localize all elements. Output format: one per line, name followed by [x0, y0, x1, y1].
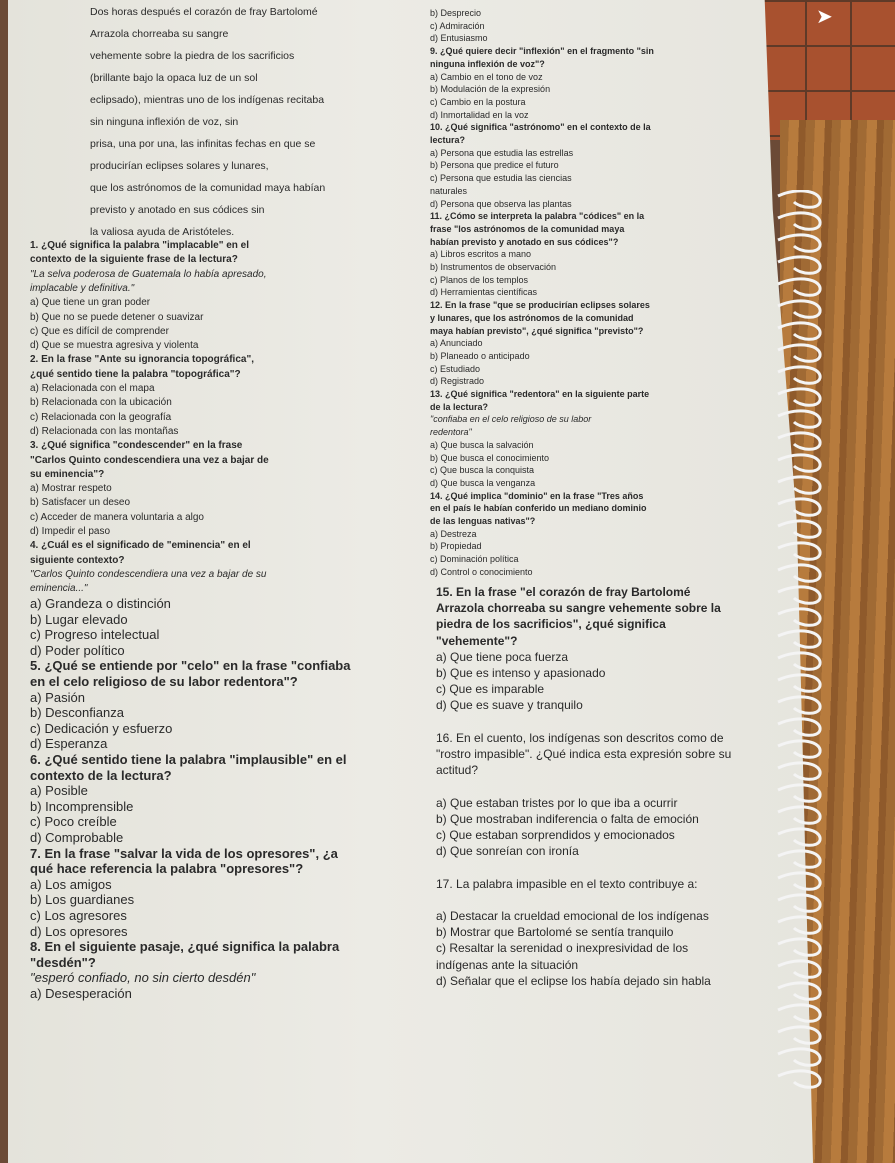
spiral-ring: [778, 301, 820, 317]
story-line: Arrazola chorreaba su sangre: [90, 28, 229, 40]
spiral-ring: [778, 213, 820, 229]
question-line: b) Incomprensible: [30, 798, 134, 814]
spiral-ring: [778, 235, 820, 251]
question-line: c) Planos de los templos: [430, 274, 529, 285]
spiral-ring: [778, 653, 820, 669]
question-line: "vehemente"?: [436, 633, 518, 648]
question-line: c) Que es difícil de comprender: [30, 325, 169, 337]
spiral-ring: [778, 499, 820, 515]
question-line: c) Estudiado: [430, 363, 481, 374]
question-line: c) Que es imparable: [436, 682, 545, 697]
story-line: (brillante bajo la opaca luz de un sol: [90, 72, 258, 84]
question-line: su eminencia"?: [30, 468, 105, 480]
question-line: d) Comprobable: [30, 830, 124, 845]
question-line: d) Persona que observa las plantas: [430, 198, 572, 209]
question-line: d) Entusiasmo: [430, 33, 488, 44]
spiral-ring: [778, 521, 820, 537]
question-line: habían previsto y anotado en sus códices"?: [430, 236, 619, 247]
story-line: vehemente sobre la piedra de los sacrificios: [90, 50, 295, 62]
question-line: de las lenguas nativas"?: [430, 516, 536, 526]
question-line: d) Registrado: [430, 376, 485, 387]
question-line: c) Resaltar la serenidad o inexpresividad de los: [436, 941, 689, 956]
question-line: a) Grandeza o distinción: [30, 596, 171, 611]
question-line: "desdén"?: [30, 954, 96, 970]
question-line: d) Que es suave y tranquilo: [436, 698, 583, 713]
question-line: d) Relacionada con las montañas: [30, 425, 179, 437]
question-line: d) Que se muestra agresiva y violenta: [30, 340, 199, 352]
question-line: c) Progreso intelectual: [30, 627, 160, 643]
spiral-ring: [778, 433, 820, 449]
question-line: a) Relacionada con el mapa: [30, 383, 155, 394]
question-line: c) Persona que estudia las ciencias: [430, 173, 572, 184]
question-line: a) Destreza: [430, 528, 477, 539]
spiral-ring: [778, 565, 820, 581]
question-line: 1. ¿Qué significa la palabra "implacable" en el: [30, 240, 250, 251]
question-line: c) Los agresores: [30, 908, 127, 923]
spiral-ring: [778, 1005, 820, 1021]
question-line: b) Planeado o anticipado: [430, 350, 530, 361]
question-line: "Carlos Quinto condescendiera una vez a bajar de su: [30, 568, 267, 580]
question-line: 4. ¿Cuál es el significado de "eminencia" en el: [30, 540, 251, 552]
spiral-binding: [770, 190, 830, 1090]
spiral-ring: [778, 455, 820, 471]
spiral-ring: [778, 829, 820, 845]
question-line: c) Que busca la conquista: [430, 465, 535, 476]
spiral-ring: [778, 939, 820, 955]
question-line: contexto de la lectura?: [30, 767, 172, 783]
question-line: qué hace referencia la palabra "opresores"?: [30, 861, 304, 877]
question-line: eminencia...": [30, 583, 88, 595]
question-line: de la lectura?: [430, 401, 489, 412]
story-line: prisa, una por una, las infinitas fechas en que se: [90, 138, 316, 150]
question-line: a) Desesperación: [30, 986, 132, 1001]
spiral-ring: [778, 917, 820, 933]
question-line: ¿qué sentido tiene la palabra "topográfica"?: [30, 368, 241, 380]
question-line: 17. La palabra impasible en el texto contribuye a:: [436, 876, 698, 891]
question-line: 5. ¿Qué se entiende por "celo" en la frase "confiaba: [30, 658, 351, 674]
question-line: d) Esperanza: [30, 736, 108, 752]
question-line: y lunares, que los astrónomos de la comunidad: [430, 312, 634, 323]
question-line: a) Los amigos: [30, 876, 112, 892]
spiral-ring: [778, 279, 820, 295]
question-line: d) Que sonreían con ironía: [436, 844, 579, 859]
question-line: b) Modulación de la expresión: [430, 84, 551, 95]
question-line: indígenas ante la situación: [436, 957, 579, 972]
question-line: b) Desconfianza: [30, 705, 124, 721]
spiral-ring: [778, 631, 820, 647]
question-line: d) Que busca la venganza: [430, 477, 536, 488]
question-line: 2. En la frase "Ante su ignorancia topográfica",: [30, 354, 254, 366]
question-line: c) Que estaban sorprendidos y emocionados: [436, 828, 675, 842]
spiral-ring: [778, 983, 820, 999]
question-line: b) Mostrar que Bartolomé se sentía tranquilo: [436, 925, 674, 940]
story-line: sin ninguna inflexión de voz, sin: [90, 116, 239, 128]
spiral-ring: [778, 1027, 820, 1043]
question-line: 13. ¿Qué significa "redentora" en la siguiente parte: [430, 389, 650, 399]
question-line: 6. ¿Qué sentido tiene la palabra "implausible" en el: [30, 752, 347, 767]
spiral-ring: [778, 895, 820, 911]
question-line: a) Que tiene poca fuerza: [436, 649, 569, 664]
question-line: b) Que no se puede detener o suavizar: [30, 311, 204, 323]
spiral-ring: [778, 763, 820, 779]
spiral-ring: [778, 785, 820, 801]
spiral-ring: [778, 851, 820, 867]
question-line: "esperó confiado, no sin cierto desdén": [30, 970, 256, 986]
story-line: previsto y anotado en sus códices sin: [90, 204, 265, 216]
spiral-ring: [778, 1049, 820, 1065]
question-line: b) Los guardianes: [30, 892, 135, 908]
question-line: a) Que estaban tristes por lo que iba a ocurrir: [436, 795, 678, 810]
spiral-ring: [778, 257, 820, 273]
story-line: producirían eclipses solares y lunares,: [90, 160, 269, 172]
question-line: b) Instrumentos de observación: [430, 262, 557, 272]
question-line: 16. En el cuento, los indígenas son descritos como de: [436, 730, 724, 745]
question-line: c) Admiración: [430, 20, 485, 31]
question-line: b) Que es intenso y apasionado: [436, 666, 606, 680]
spiral-ring: [778, 191, 820, 207]
question-line: b) Desprecio: [430, 8, 482, 18]
question-line: ninguna inflexión de voz"?: [430, 58, 545, 69]
spiral-ring: [778, 807, 820, 823]
spiral-ring: [778, 389, 820, 405]
question-line: d) Los opresores: [30, 923, 128, 939]
question-line: redentora": [430, 427, 472, 438]
question-line: b) Relacionada con la ubicación: [30, 397, 172, 409]
spiral-ring: [778, 675, 820, 691]
question-line: a) Anunciado: [430, 338, 483, 349]
question-line: d) Impedir el paso: [30, 526, 111, 537]
spiral-ring: [778, 345, 820, 361]
question-line: b) Propiedad: [430, 541, 482, 552]
spiral-ring: [778, 697, 820, 713]
question-line: Arrazola chorreaba su sangre vehemente sobre la: [436, 601, 721, 616]
question-line: 15. En la frase "el corazón de fray Bartolomé: [436, 585, 691, 599]
question-line: d) Inmortalidad en la voz: [430, 109, 529, 120]
question-line: 11. ¿Cómo se interpreta la palabra "códices" en la: [430, 211, 645, 222]
question-line: d) Poder político: [30, 642, 125, 658]
question-line: b) Lugar elevado: [30, 611, 128, 627]
spiral-ring: [778, 741, 820, 757]
question-line: a) Persona que estudia las estrellas: [430, 147, 574, 158]
question-line: b) Que mostraban indiferencia o falta de emoción: [436, 811, 699, 826]
question-line: a) Libros escritos a mano: [430, 249, 532, 260]
question-line: maya habían previsto", ¿qué significa "previsto"?: [430, 325, 644, 336]
question-line: a) Cambio en el tono de voz: [430, 71, 543, 82]
question-line: siguiente contexto?: [30, 554, 125, 566]
question-line: b) Que busca el conocimiento: [430, 452, 550, 463]
question-line: c) Cambio en la postura: [430, 96, 526, 107]
spiral-ring: [778, 411, 820, 427]
question-line: a) Pasión: [30, 689, 85, 705]
question-line: en el país le habían conferido un mediano dominio: [430, 503, 647, 514]
question-line: c) Relacionada con la geografía: [30, 411, 172, 423]
story-line: eclipsado), mientras uno de los indígenas recitaba: [90, 94, 325, 106]
spiral-ring: [778, 961, 820, 977]
question-line: d) Control o conocimiento: [430, 566, 533, 577]
question-line: a) Que tiene un gran poder: [30, 297, 151, 309]
question-line: lectura?: [430, 135, 466, 145]
question-line: 9. ¿Qué quiere decir "inflexión" en el fragmento "sin: [430, 46, 654, 57]
question-line: piedra de los sacrificios", ¿qué significa: [436, 617, 666, 632]
story-line: la valiosa ayuda de Aristóteles.: [90, 226, 235, 238]
spiral-ring: [778, 367, 820, 383]
question-line: 3. ¿Qué significa "condescender" en la frase: [30, 440, 243, 452]
question-line: d) Señalar que el eclipse los había dejado sin habla: [436, 973, 711, 988]
question-line: "confiaba en el celo religioso de su labor: [430, 414, 592, 425]
question-line: en el celo religioso de su labor redentora"?: [30, 674, 298, 689]
question-line: a) Que busca la salvación: [430, 439, 534, 450]
spiral-ring: [778, 587, 820, 603]
arrow-icon: ➤: [816, 6, 833, 28]
spiral-ring: [778, 719, 820, 735]
story-line: que los astrónomos de la comunidad maya habían: [90, 182, 326, 194]
spiral-ring: [778, 609, 820, 625]
story-line: Dos horas después el corazón de fray Bartolomé: [90, 6, 318, 18]
question-line: c) Acceder de manera voluntaria a algo: [30, 511, 204, 523]
question-line: a) Mostrar respeto: [30, 483, 112, 495]
question-line: naturales: [430, 185, 468, 196]
question-line: b) Satisfacer un deseo: [30, 497, 131, 509]
question-line: 12. En la frase "que se producirían eclipses solares: [430, 300, 650, 311]
question-line: a) Posible: [30, 783, 88, 799]
spiral-ring: [778, 477, 820, 493]
question-line: frase "los astrónomos de la comunidad maya: [430, 223, 625, 234]
question-line: contexto de la siguiente frase de la lectura?: [30, 254, 238, 266]
question-line: a) Destacar la crueldad emocional de los indígenas: [436, 909, 709, 923]
spiral-ring: [778, 1071, 820, 1087]
question-line: actitud?: [436, 763, 479, 778]
spiral-ring: [778, 873, 820, 889]
question-line: "Carlos Quinto condescendiera una vez a bajar de: [30, 454, 269, 466]
question-line: c) Dominación política: [430, 554, 519, 565]
question-line: 8. En el siguiente pasaje, ¿qué significa la palabra: [30, 939, 340, 955]
question-line: 14. ¿Qué implica "dominio" en la frase "Tres años: [430, 490, 644, 501]
question-line: 10. ¿Qué significa "astrónomo" en el contexto de la: [430, 122, 651, 133]
question-line: "La selva poderosa de Guatemala lo había apresado,: [30, 268, 267, 280]
question-line: 7. En la frase "salvar la vida de los opresores", ¿a: [30, 845, 338, 861]
question-line: b) Persona que predice el futuro: [430, 160, 559, 171]
question-line: c) Poco creíble: [30, 814, 117, 830]
question-line: c) Dedicación y esfuerzo: [30, 720, 173, 736]
spiral-ring: [778, 543, 820, 559]
spiral-ring: [778, 323, 820, 339]
question-line: "rostro impasible". ¿Qué indica esta expresión sobre su: [436, 747, 732, 761]
question-line: implacable y definitiva.": [30, 282, 135, 294]
question-line: d) Herramientas científicas: [430, 287, 538, 298]
